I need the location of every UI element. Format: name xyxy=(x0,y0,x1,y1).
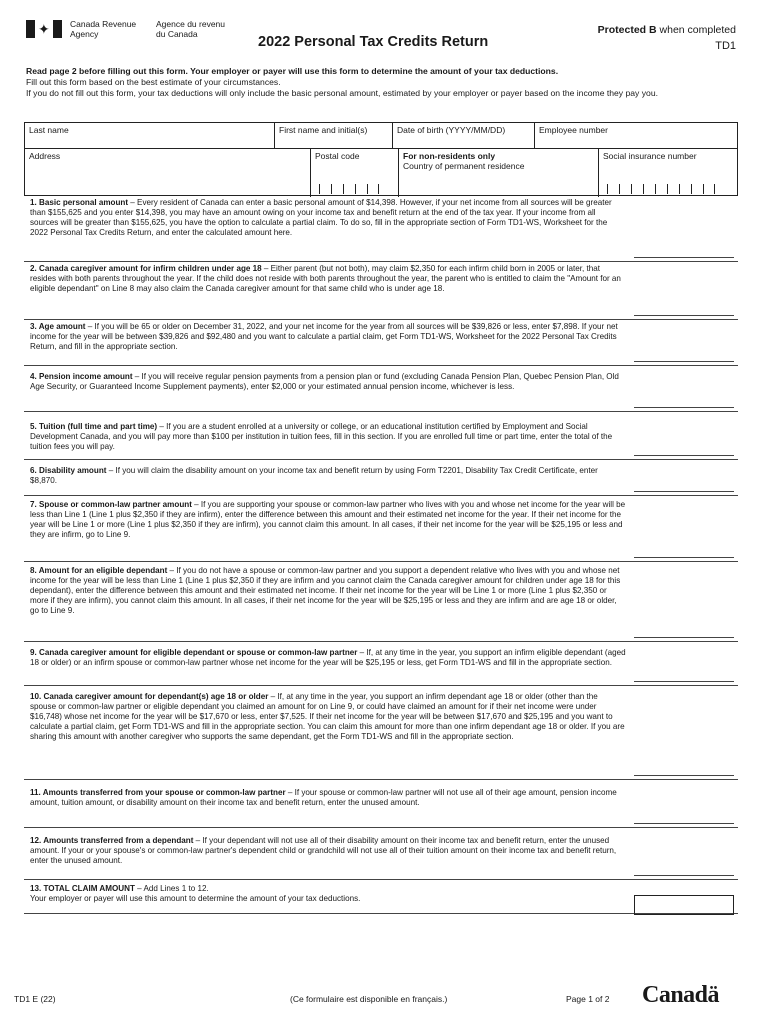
identification-table xyxy=(24,122,738,196)
line-5-tuition: 5. Tuition (full time and part time) – If you are a student enrolled at a university or college, or an educational institution certified by Employment and Social Development Canada, and you will pay more than $100 per institution in tuition fees, fill in this section. If you are enrolled full time or part time, enter the total of the tuition fees you will pay. xyxy=(24,422,738,460)
employee-number-field[interactable]: Employee number xyxy=(539,125,608,135)
line-12-transferred-dependant: 12. Amounts transferred from a dependant – If your dependant will not use all of their disability amount on their income tax and benefit return, enter the unused amount. If your or your spouse's or common-law partner's dependent child or grandchild will not use all of their tuition amount on their income tax and benefit return, enter the unused amount. xyxy=(24,836,738,880)
line-11-transferred-spouse: 11. Amounts transferred from your spouse or common-law partner – If your spouse or common-law partner will not use all of their age amount, pension income amount, tuition amount, or disability amount on their income tax and benefit return, enter the unused amount. xyxy=(24,788,738,828)
form-title: 2022 Personal Tax Credits Return xyxy=(258,34,489,50)
form-header xyxy=(26,18,748,58)
total-claim-input[interactable] xyxy=(634,895,734,915)
line-6-amount-input[interactable] xyxy=(634,480,734,492)
line-10-caregiver-18-older: 10. Canada caregiver amount for dependant(s) age 18 or older – If, at any time in the year, you support an infirm dependant age 18 or older (other than the spouse or common-law partner or eligible dependant you claimed an amount for on Line 9, or could have claimed an amount for if their net income were under $16,748) whose net income for the year will be $17,670 or less, enter $7,525. If their net income for the year will be between $17,670 and $25,195 and you want to calculate a partial claim, get Form TD1-WS and fill in the appropriate section. You can claim this amount for more than one infirm dependant age 18 or older. If you are sharing this amount with another caregiver who supports the same dependant, get the Form TD1-WS and fill in the appropriate section. xyxy=(24,692,738,780)
intro-text: Read page 2 before filling out this form. Your employer or payer will use this form to determine the amount of your tax deductions. Fill out this form based on the best estimate of your circumstances. If you do not fill out this form, your tax deductions will only include the basic personal amount, estimated by your employer or payer based on the income they pay you. xyxy=(26,66,658,98)
line-1-basic-personal: 1. Basic personal amount – Every resident of Canada can enter a basic personal amount of $14,398. However, if your net income from all sources will be greater than $155,625 and you enter $14,398, you may have an amount owing on your income tax and benefit return at the end of the tax year. If your income from all sources will be greater than $155,625, you have the option to calculate a partial claim. To do so, fill in the appropriate section of Form TD1-WS, Worksheet for the 2022 Personal Tax Credits Return, and enter the calculated amount here. xyxy=(24,198,738,262)
form-code: TD1 E (22) xyxy=(14,994,56,1004)
line-3-age-amount: 3. Age amount – If you will be 65 or older on December 31, 2022, and your net income for the year from all sources will be $39,826 or less, enter $7,898. If your net income for the year will be between $39,826 and $92,480 and you want to calculate a partial claim, get Form TD1-WS, Worksheet for the 2022 Personal Tax Credits Return, and fill in the appropriate section. xyxy=(24,322,738,366)
line-1-amount-input[interactable] xyxy=(634,246,734,258)
agency-name-en: Canada Revenue Agency xyxy=(70,19,137,39)
agency-name-fr: Agence du revenu du Canada xyxy=(156,19,225,39)
address-field[interactable]: Address xyxy=(25,149,311,197)
line-12-amount-input[interactable] xyxy=(634,864,734,876)
line-13-total-claim: 13. TOTAL CLAIM AMOUNT – Add Lines 1 to 12. Your employer or payer will use this amount to determine the amount of your tax deductions. xyxy=(24,884,738,914)
dob-field[interactable]: Date of birth (YYYY/MM/DD) xyxy=(393,123,535,148)
postal-code-field[interactable]: Postal code xyxy=(311,149,399,197)
country-residence-field[interactable]: For non-residents only Country of permanent residence xyxy=(399,149,599,197)
line-7-spouse-amount: 7. Spouse or common-law partner amount – If you are supporting your spouse or common-law partner who lives with you and whose net income for the year will be less than Line 1 (Line 1 plus $2,350 if they are infirm), enter the difference between this amount and their estimated net income for the year. If their net income for the year will be Line 1 or more (Line 1 plus $2,350 if they are infirm), you cannot claim this amount. In all cases, if their net income for the year will be $25,195 or less and they are infirm, go to Line 9. xyxy=(24,500,738,562)
line-8-amount-input[interactable] xyxy=(634,626,734,638)
canada-wordmark: Canadä xyxy=(642,982,720,1008)
page-number: Page 1 of 2 xyxy=(566,994,610,1004)
line-5-amount-input[interactable] xyxy=(634,444,734,456)
french-availability: (Ce formulaire est disponible en français.) xyxy=(290,994,448,1004)
line-9-caregiver-eligible: 9. Canada caregiver amount for eligible dependant or spouse or common-law partner – If, at any time in the year, you support an infirm eligible dependant (aged 18 or older) or an infirm spouse or common-law partner whose net income for the year will be $25,195 or less, get Form TD1-WS and fill in the appropriate section. xyxy=(24,648,738,686)
line-4-amount-input[interactable] xyxy=(634,396,734,408)
line-6-disability: 6. Disability amount – If you will claim the disability amount on your income tax and benefit return by using Form T2201, Disability Tax Credit Certificate, enter $8,870. xyxy=(24,466,738,496)
last-name-field[interactable]: Last name xyxy=(25,123,275,148)
protected-label: Protected B when completed xyxy=(597,24,736,36)
first-name-field[interactable]: First name and initial(s) xyxy=(275,123,393,148)
line-4-pension-income: 4. Pension income amount – If you will receive regular pension payments from a pension plan or fund (excluding Canada Pension Plan, Quebec Pension Plan, Old Age Security, or Guaranteed Income Supplement payments), enter $2,000 or your estimated annual pension income, whichever is less. xyxy=(24,372,738,412)
line-9-amount-input[interactable] xyxy=(634,670,734,682)
canada-flag-icon: ✦ xyxy=(26,20,62,38)
form-number: TD1 xyxy=(715,40,736,52)
line-8-eligible-dependant: 8. Amount for an eligible dependant – If you do not have a spouse or common-law partner and you support a dependent relative who lives with you and whose net income for the year will be less than Line 1 (Line 1 plus $2,350 if they are infirm and you cannot claim the Canada caregiver amount for children under age 18 for this dependant), enter the difference between this amount and their estimated net income. If their net income for the year will be Line 1 or more (Line 1 plus $2,350 or more if they are infirm), you cannot claim this amount. In all cases, if their net income for the year will be $25,195 or less and they are infirm and are age 18 or older, go to Line 9. xyxy=(24,566,738,642)
line-3-amount-input[interactable] xyxy=(634,350,734,362)
line-2-caregiver-children: 2. Canada caregiver amount for infirm children under age 18 – Either parent (but not both), may claim $2,350 for each infirm child born in 2005 or later, that resides with both parents throughout the year. If the child does not reside with both parents throughout the year, the parent who is entitled to claim the "Amount for an eligible dependant" on Line 8 may also claim the Canada caregiver amount for that same child who is under age 18. xyxy=(24,264,738,320)
line-10-amount-input[interactable] xyxy=(634,764,734,776)
sin-field[interactable]: Social insurance number xyxy=(599,149,739,197)
line-11-amount-input[interactable] xyxy=(634,812,734,824)
line-2-amount-input[interactable] xyxy=(634,304,734,316)
line-7-amount-input[interactable] xyxy=(634,546,734,558)
